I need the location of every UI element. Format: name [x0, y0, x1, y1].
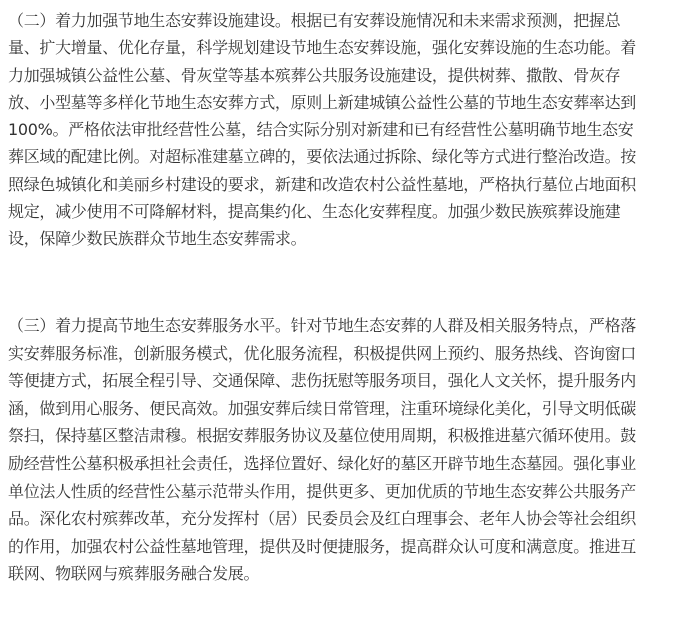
text-line: 量、扩大增量、优化存量，科学规划建设节地生态安葬设施，强化安葬设施的生态功能。着: [8, 38, 637, 58]
text-line: 设，保障少数民族群众节地生态安葬需求。: [8, 229, 307, 249]
paragraph-facilities: [8, 7, 668, 253]
text-line: 联网、物联网与殡葬服务融合发展。: [8, 564, 260, 584]
text-line: 规定，减少使用不可降解材料，提高集约化、生态化安葬程度。加强少数民族殡葬设施建: [8, 202, 621, 222]
text-line: 励经营性公墓积极承担社会责任，选择位置好、绿化好的墓区开辟节地生态墓园。强化事业: [8, 453, 637, 473]
text-line: 的作用，加强农村公益性墓地管理，提供及时便捷服务，提高群众认可度和满意度。推进互: [8, 536, 637, 556]
text-line: （二）着力加强节地生态安葬设施建设。根据已有安葬设施情况和未来需求预测，把握总: [8, 11, 621, 30]
text-line: 放、小型墓等多样化节地生态安葬方式，原则上新建城镇公益性公墓的节地生态安葬率达到: [8, 92, 637, 112]
text-line: 祭扫，保持墓区整洁肃穆。根据安葬服务协议及墓位使用周期，积极推进墓穴循环使用。鼓: [8, 426, 637, 446]
text-line: 照绿色城镇化和美丽乡村建设的要求，新建和改造农村公益性墓地，严格执行墓位占地面积: [8, 174, 637, 194]
text-line: 葬区域的配建比例。对超标准建墓立碑的，要依法通过拆除、绿化等方式进行整治改造。按: [8, 147, 637, 167]
text-line: （三）着力提高节地生态安葬服务水平。针对节地生态安葬的人群及相关服务特点，严格落: [8, 316, 637, 335]
text-line: 等便捷方式，拓展全程引导、交通保障、悲伤抚慰等服务项目，强化人文关怀，提升服务内: [8, 371, 637, 391]
text-line: 力加强城镇公益性公墓、骨灰堂等基本殡葬公共服务设施建设，提供树葬、撒散、骨灰存: [8, 65, 621, 85]
paragraph-services: [8, 312, 668, 588]
text-line: 涵，做到用心服务、便民高效。加强安葬后续日常管理，注重环境绿化美化，引导文明低碳: [8, 398, 637, 418]
text-line: 品。深化农村殡葬改革，充分发挥村（居）民委员会及红白理事会、老年人协会等社会组织: [8, 509, 637, 529]
text-line: 100%。严格依法审批经营性公墓，结合实际分别对新建和已有经营性公墓明确节地生态安: [8, 120, 634, 140]
text-line: 单位法人性质的经营性公墓示范带头作用，提供更多、更加优质的节地生态安葬公共服务产: [8, 481, 637, 501]
text-line: 实安葬服务标准，创新服务模式，优化服务流程，积极提供网上预约、服务热线、咨询窗口: [8, 343, 637, 363]
